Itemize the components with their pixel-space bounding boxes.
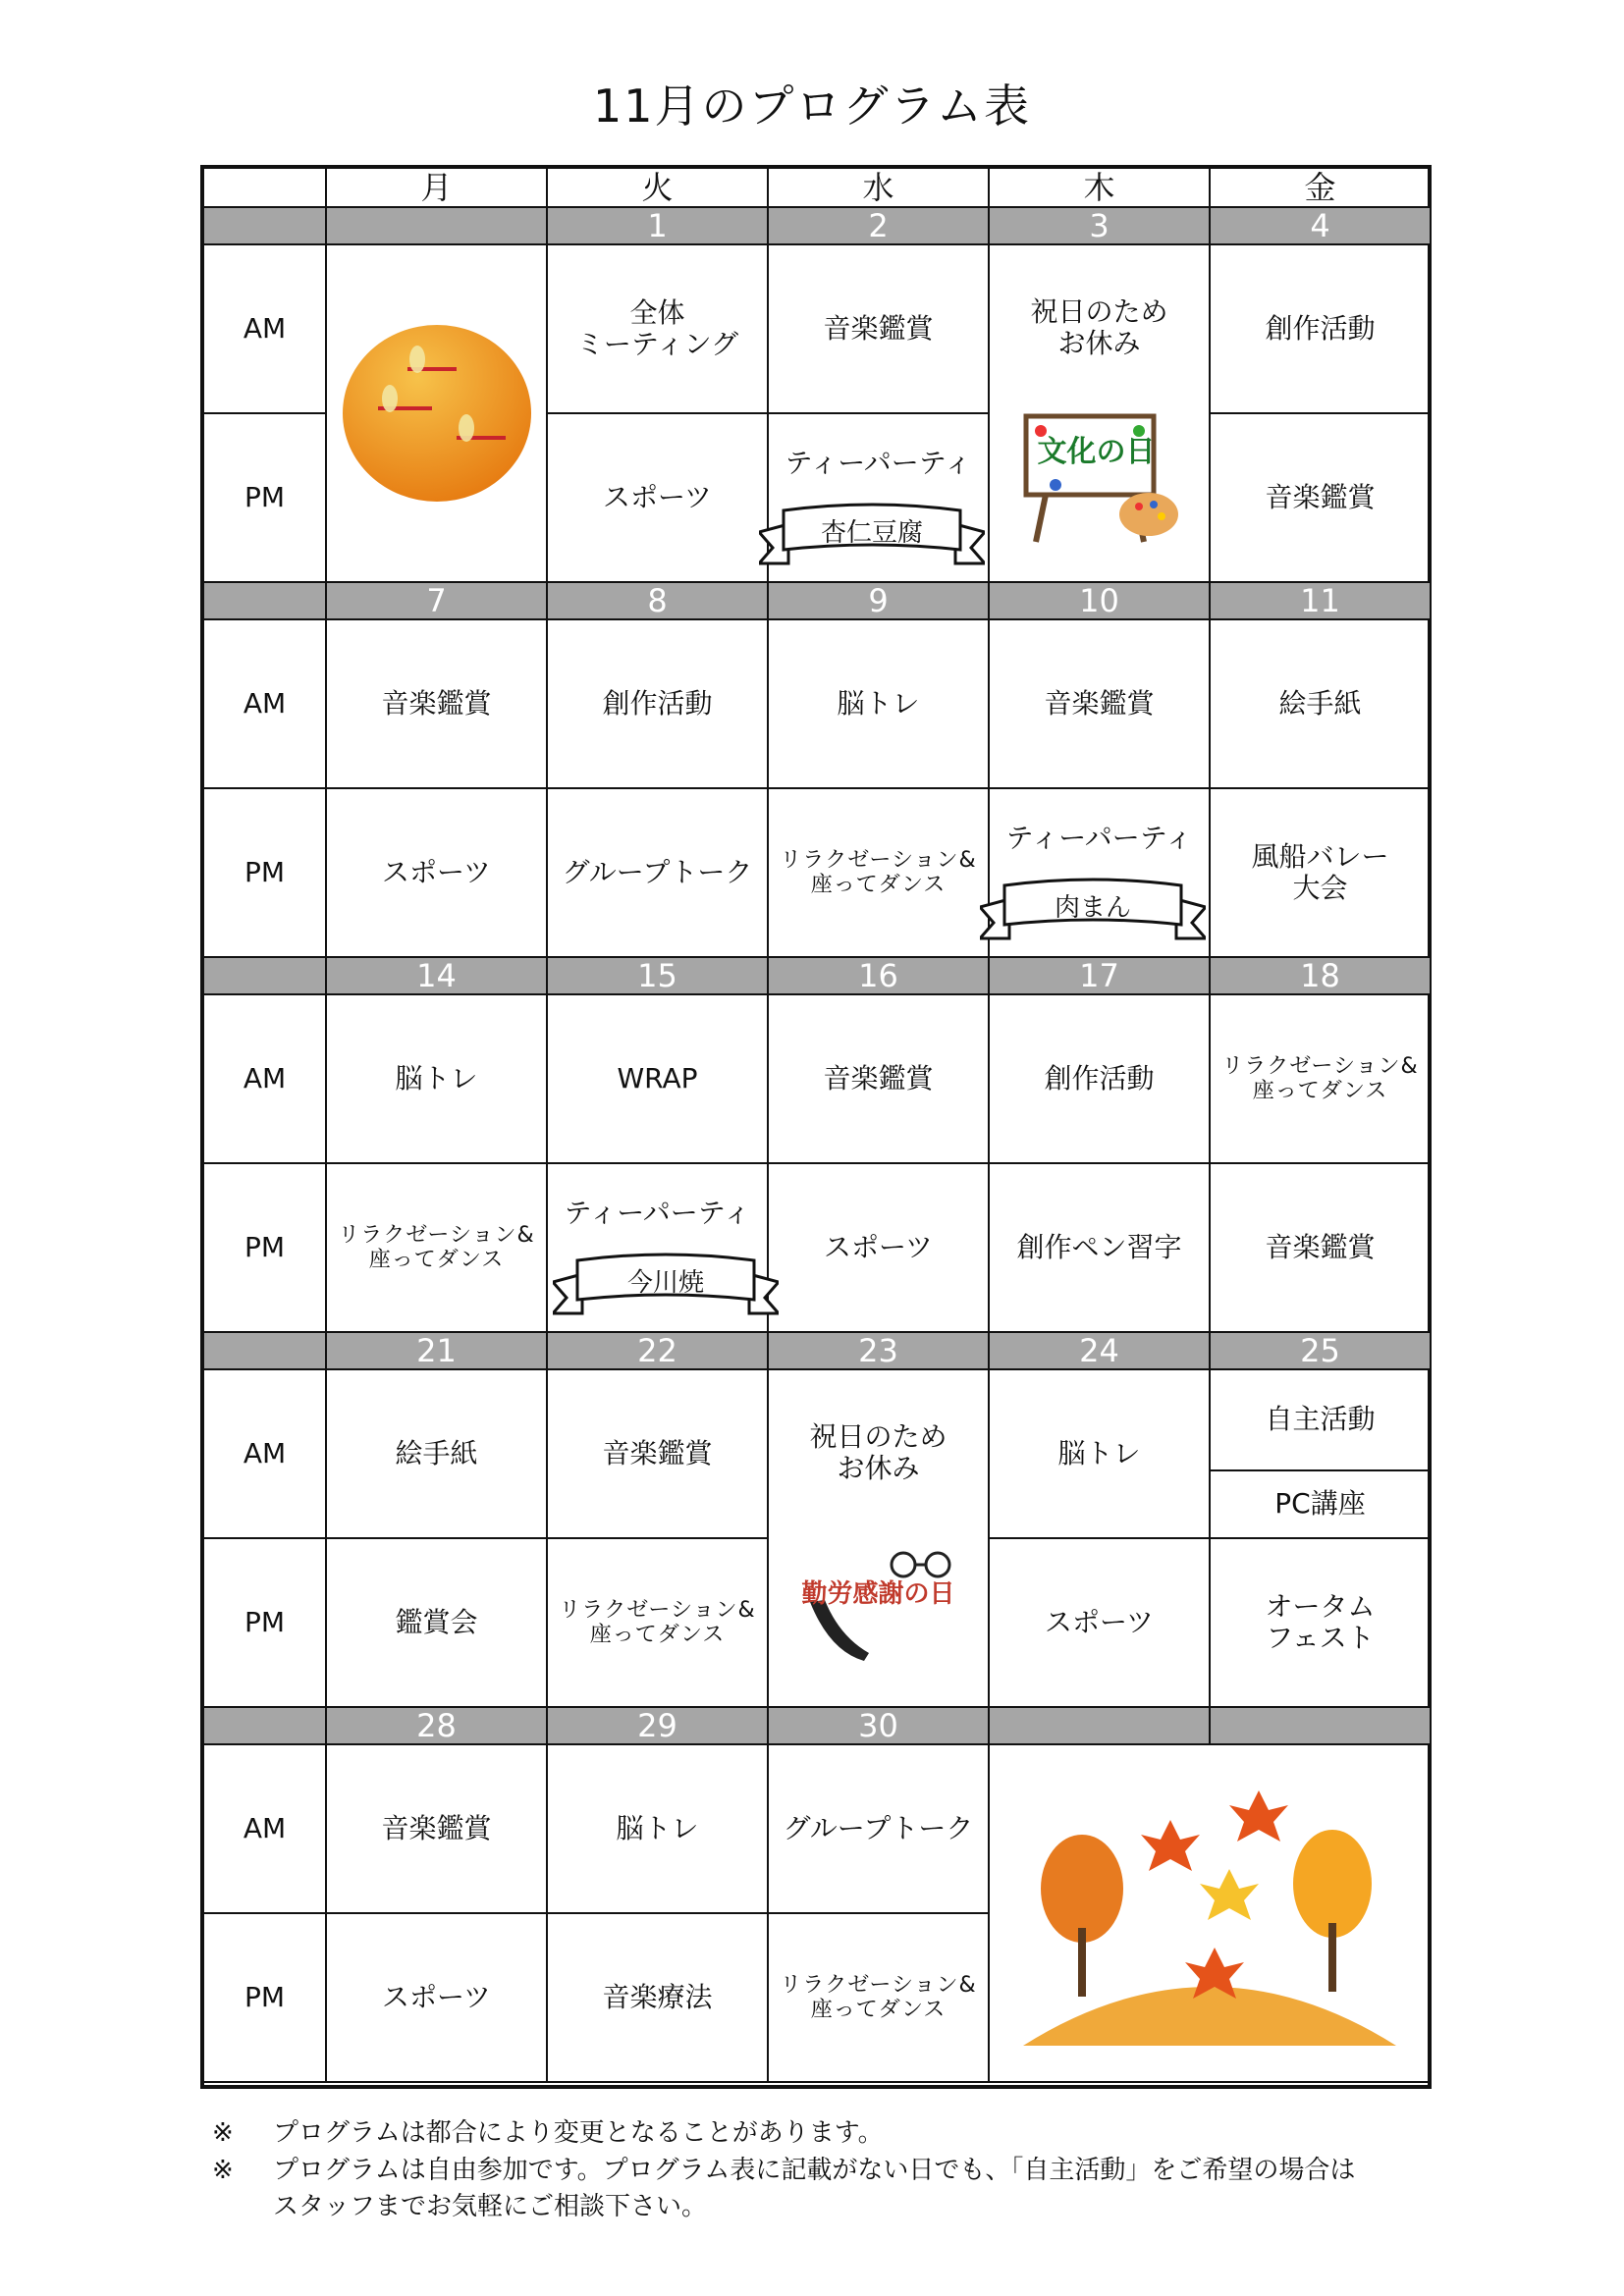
- slot-am: 全体 ミーティング: [548, 245, 769, 414]
- labor-thanksgiving-label: 勤労感謝の日: [801, 1579, 955, 1610]
- tea-party-text: ティーパーティ: [1005, 822, 1193, 854]
- slot-am: WRAP: [548, 995, 769, 1164]
- slot-am: 創作活動: [990, 995, 1211, 1164]
- pm-label: PM: [204, 414, 327, 583]
- date-cell: 17: [990, 958, 1211, 995]
- date-cell: [990, 1708, 1211, 1745]
- menu-banner: [759, 503, 985, 565]
- date-cell: 1: [548, 208, 769, 245]
- date-cell: 15: [548, 958, 769, 995]
- slot-pm: リラクゼーション& 座ってダンス: [769, 789, 990, 958]
- banner-text: 今川焼: [626, 1268, 704, 1298]
- slot-pm: 音楽鑑賞: [1211, 414, 1432, 583]
- note-item: [212, 2153, 1355, 2226]
- date-cell: 9: [769, 583, 990, 620]
- holiday-cell: [769, 1370, 990, 1708]
- banner-text: 肉まん: [1054, 893, 1131, 923]
- slot-pm: スポーツ: [769, 1164, 990, 1333]
- dragonfly-moon-icon: [339, 315, 535, 511]
- tea-party-text: ティーパーティ: [564, 1197, 751, 1229]
- date-cell: 24: [990, 1333, 1211, 1370]
- slot-pm: リラクゼーション& 座ってダンス: [327, 1164, 548, 1333]
- date-cell: 29: [548, 1708, 769, 1745]
- weekday-header: 火: [548, 169, 769, 208]
- am-label: AM: [204, 1745, 327, 1914]
- weekday-header: 木: [990, 169, 1211, 208]
- pm-label: PM: [204, 789, 327, 958]
- slot-pm: オータム フェスト: [1211, 1539, 1432, 1708]
- am-label: AM: [204, 620, 327, 789]
- date-cell: [327, 208, 548, 245]
- holiday-text: 祝日のため お休み: [809, 1420, 947, 1485]
- slot-pm: スポーツ: [327, 789, 548, 958]
- tea-party-text: ティーパーティ: [785, 447, 972, 479]
- date-cell: 8: [548, 583, 769, 620]
- slot-am: 音楽鑑賞: [769, 245, 990, 414]
- slot-am: 音楽鑑賞: [327, 1745, 548, 1914]
- slot-am: 音楽鑑賞: [769, 995, 990, 1164]
- pm-label: PM: [204, 1914, 327, 2083]
- date-cell: 3: [990, 208, 1211, 245]
- date-row-spacer: [204, 1708, 327, 1745]
- am-label: AM: [204, 995, 327, 1164]
- date-cell: 11: [1211, 583, 1432, 620]
- slot-am: 脳トレ: [327, 995, 548, 1164]
- slot-am: 脳トレ: [990, 1370, 1211, 1539]
- slot-pm: 音楽療法: [548, 1914, 769, 2083]
- weekday-header: 水: [769, 169, 990, 208]
- slot-am: 脳トレ: [769, 620, 990, 789]
- page-title: 11月のプログラム表: [592, 80, 1032, 133]
- date-row-spacer: [204, 1333, 327, 1370]
- menu-banner: [553, 1253, 779, 1315]
- date-cell: 7: [327, 583, 548, 620]
- slot-am: 音楽鑑賞: [990, 620, 1211, 789]
- header-corner: [204, 169, 327, 208]
- date-cell: 2: [769, 208, 990, 245]
- date-cell: 28: [327, 1708, 548, 1745]
- date-cell: 25: [1211, 1333, 1432, 1370]
- holiday-cell: [990, 245, 1211, 583]
- holiday-text: 祝日のため お休み: [1030, 295, 1168, 360]
- slot-am: 絵手紙: [1211, 620, 1432, 789]
- slot-pm: リラクゼーション& 座ってダンス: [548, 1539, 769, 1708]
- note-mark: ※: [212, 2155, 234, 2185]
- slot-pm: 音楽鑑賞: [1211, 1164, 1432, 1333]
- date-cell: 21: [327, 1333, 548, 1370]
- moon-illustration-cell: [327, 245, 548, 583]
- menu-banner: [980, 878, 1206, 940]
- slot-pm: リラクゼーション& 座ってダンス: [769, 1914, 990, 2083]
- slot-pm: スポーツ: [990, 1539, 1211, 1708]
- note-mark: ※: [212, 2118, 234, 2148]
- slot-am: リラクゼーション& 座ってダンス: [1211, 995, 1432, 1164]
- program-table: [200, 165, 1432, 2089]
- pm-label: PM: [204, 1164, 327, 1333]
- date-cell: 22: [548, 1333, 769, 1370]
- notes: [212, 2115, 1355, 2226]
- slot-am: 創作活動: [1211, 245, 1432, 414]
- date-cell: 10: [990, 583, 1211, 620]
- slot-am: 創作活動: [548, 620, 769, 789]
- slot-pm: スポーツ: [548, 414, 769, 583]
- slot-pm: グループトーク: [548, 789, 769, 958]
- slot-pm: 鑑賞会: [327, 1539, 548, 1708]
- pm-label: PM: [204, 1539, 327, 1708]
- slot-am-extra: PC講座: [1211, 1471, 1432, 1539]
- date-cell: 14: [327, 958, 548, 995]
- date-cell: 4: [1211, 208, 1432, 245]
- slot-am: 脳トレ: [548, 1745, 769, 1914]
- weekday-header: 月: [327, 169, 548, 208]
- culture-day-label: 文化の日: [1037, 435, 1156, 470]
- slot-am: 音楽鑑賞: [548, 1370, 769, 1539]
- slot-am: 絵手紙: [327, 1370, 548, 1539]
- date-cell: [1211, 1708, 1432, 1745]
- slot-pm: 創作ペン習字: [990, 1164, 1211, 1333]
- date-cell: 18: [1211, 958, 1432, 995]
- slot-am: 音楽鑑賞: [327, 620, 548, 789]
- easel-palette-icon: [1016, 397, 1183, 544]
- am-label: AM: [204, 1370, 327, 1539]
- slot-am: グループトーク: [769, 1745, 990, 1914]
- banner-text: 杏仁豆腐: [820, 518, 923, 548]
- autumn-illustration-cell: [990, 1745, 1432, 2083]
- note-text: プログラムは都合により変更となることがあります。: [273, 2118, 884, 2148]
- slot-am: 自主活動: [1211, 1370, 1432, 1471]
- autumn-trees-icon: [1023, 1781, 1396, 2046]
- date-row-spacer: [204, 583, 327, 620]
- am-label: AM: [204, 245, 327, 414]
- date-row-spacer: [204, 958, 327, 995]
- note-item: [212, 2115, 1355, 2153]
- date-cell: 16: [769, 958, 990, 995]
- weekday-header: 金: [1211, 169, 1432, 208]
- note-text: プログラムは自由参加です。プログラム表に記載がない日でも、「自主活動」をご希望の場合は スタッフまでお気軽にご相談下さい。: [273, 2155, 1356, 2222]
- date-cell: 30: [769, 1708, 990, 1745]
- slot-pm: スポーツ: [327, 1914, 548, 2083]
- slot-pm: 風船バレー 大会: [1211, 789, 1432, 958]
- date-cell: 23: [769, 1333, 990, 1370]
- date-row-spacer: [204, 208, 327, 245]
